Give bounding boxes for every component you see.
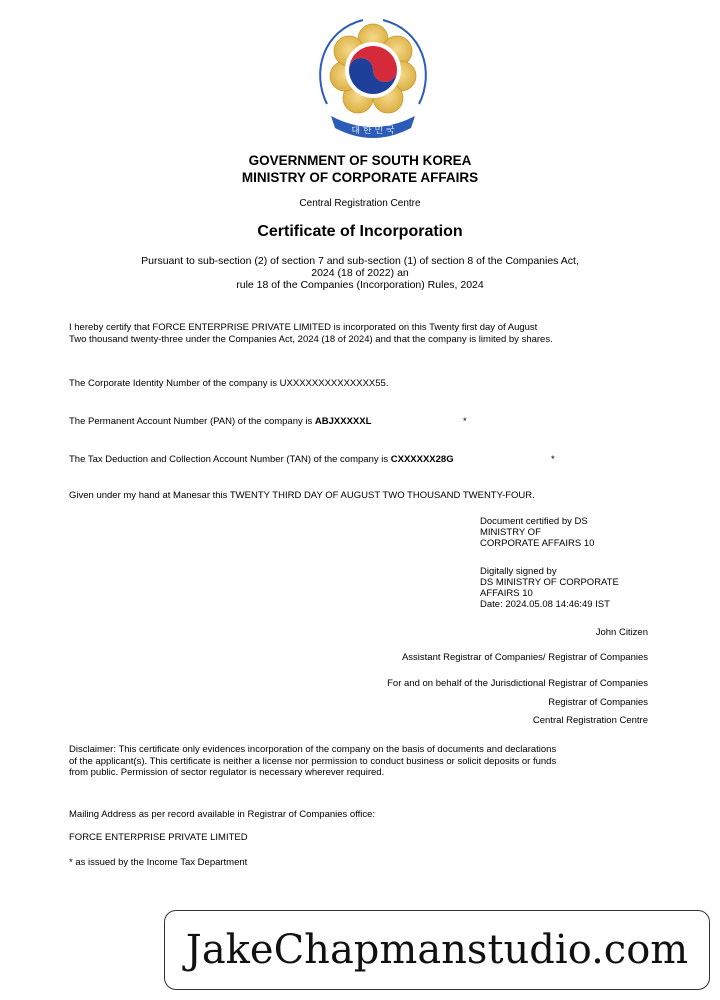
emblem-ribbon-lettering: 대 한 민 국 [351,126,395,136]
pursuant-clause [0,255,720,291]
tan-statement [69,454,454,466]
pan-text: The Permanent Account Number (PAN) of the company is [69,416,315,427]
given-statement: Given under my hand at Manesar this TWENTY THIRD DAY OF AUGUST TWO THOUSAND TWENTY-FOUR. [69,490,535,501]
government-emblem-logo [305,12,441,140]
digital-signature [480,566,619,610]
watermark-banner [164,910,710,990]
registrar-line: Registrar of Companies [548,697,648,708]
pursuant-line-3: rule 18 of the Companies (Incorporation) Rules, 2024 [236,279,484,291]
pan-statement [69,416,371,428]
mailing-address-label: Mailing Address as per record available in Registrar of Companies office: [69,809,376,820]
signatory-name: John Citizen [595,627,648,638]
tan-text: The Tax Deduction and Collection Account Number (TAN) of the company is [69,454,391,465]
certificate-title: Certificate of Incorporation [257,223,463,240]
disclaimer-line-3: from public. Permission of sector regulator is necessary wherever required. [69,767,385,778]
mailing-company-name: FORCE ENTERPRISE PRIVATE LIMITED [69,832,248,843]
cin-statement: The Corporate Identity Number of the company is UXXXXXXXXXXXXXX55. [69,378,389,389]
pursuant-line-1: Pursuant to sub-section (2) of section 7 and sub-section (1) of section 8 of the Companies Act, [141,255,579,267]
dig-line-3: AFFAIRS 10 [480,588,533,599]
registration-centre: Central Registration Centre [299,198,421,209]
disclaimer-line-2: of the applicant(s). This certificate is neither a license nor permission to conduct business or solicit deposits or funds [69,755,557,767]
watermark-text: JakeChapmanstudio.com [185,927,689,973]
certify-line-2: Two thousand twenty-three under the Companies Act, 2024 (18 of 2024) and that the company is limited by shares. [69,333,553,345]
certification-statement [69,322,553,345]
cert-line-2: MINISTRY OF [480,527,541,538]
dig-line-2: DS MINISTRY OF CORPORATE [480,577,619,588]
income-tax-note: * as issued by the Income Tax Department [69,857,248,868]
signatory-role: Assistant Registrar of Companies/ Registrar of Companies [401,652,648,663]
issuing-authority [0,152,720,186]
disclaimer-line-1: Disclaimer: This certificate only evidences incorporation of the company on the basis of documents and declarations [69,744,557,755]
cert-line-3: CORPORATE AFFAIRS 10 [480,538,595,549]
pursuant-line-2: 2024 (18 of 2022) an [311,267,409,279]
signature-date: Date: 2024.05.08 14:46:49 IST [480,599,610,610]
disclaimer [69,744,556,779]
dig-line-1: Digitally signed by [480,566,557,577]
cert-line-1: Document certified by DS [480,516,588,527]
certification-stamp [480,516,594,549]
tan-asterisk: * [551,454,555,465]
government-name: GOVERNMENT OF SOUTH KOREA [248,153,472,168]
certify-line-1: I hereby certify that FORCE ENTERPRISE PRIVATE LIMITED is incorporated on this Twenty first day of August [69,322,538,333]
pan-value: ABJXXXXXL [314,416,372,427]
ministry-name: MINISTRY OF CORPORATE AFFAIRS [241,170,479,185]
pan-asterisk: * [463,416,467,427]
centre-line: Central Registration Centre [532,715,648,726]
on-behalf-line: For and on behalf of the Jurisdictional Registrar of Companies [387,678,648,689]
tan-value: CXXXXXX28G [390,454,454,465]
